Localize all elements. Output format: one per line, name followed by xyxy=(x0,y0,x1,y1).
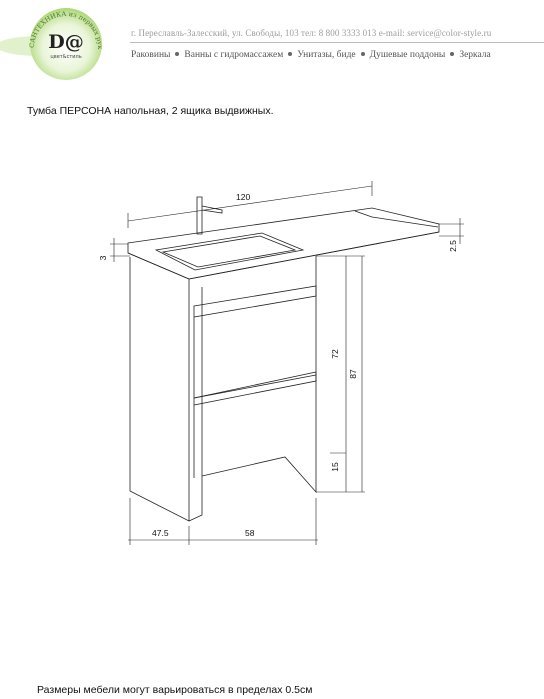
contact-line: г. Переславль-Залесский, ул. Свободы, 103 тел: 8 800 3333 013 e-mail: service@color-style.ru xyxy=(131,28,492,38)
nav-item-sinks[interactable]: Раковины xyxy=(131,50,171,60)
countertop-outline xyxy=(128,208,439,279)
logo-letter: D@ xyxy=(48,31,84,53)
nav-item-toilets-bidets[interactable]: Унитазы, биде xyxy=(297,50,356,60)
size-tolerance-note: Размеры мебели могут варьироваться в пределах 0.5см xyxy=(37,684,313,696)
brand-logo[interactable] xyxy=(0,0,130,84)
cabinet-right-leg xyxy=(202,256,316,492)
nav-item-whirlpool-baths[interactable]: Ванны с гидромассажем xyxy=(184,50,284,60)
logo-tagline: цвет&стиль xyxy=(50,54,82,60)
dim-label-15: 15 xyxy=(330,462,340,472)
nav-item-mirrors[interactable]: Зеркала xyxy=(459,50,491,60)
header-divider xyxy=(130,42,544,43)
nav-separator xyxy=(175,52,179,56)
countertop-groove xyxy=(355,211,438,227)
dim-label-72: 72 xyxy=(330,349,340,359)
drawer-bottom xyxy=(194,372,316,478)
dim-label-width: 120 xyxy=(236,192,251,202)
faucet xyxy=(197,197,222,234)
dim-label-right-thickness: 2.5 xyxy=(448,240,458,252)
logo-arc-text: САНТЕХНИКА из первых рук xyxy=(27,9,105,50)
cabinet-left-side xyxy=(130,257,189,521)
basin-outline xyxy=(156,233,303,270)
basin-inner xyxy=(163,236,295,267)
dim-label-58: 58 xyxy=(245,528,255,538)
dim-label-depth: 47.5 xyxy=(152,528,169,538)
countertop-front-edge xyxy=(128,232,439,283)
dim-label-87: 87 xyxy=(348,369,358,379)
product-caption: Тумба ПЕРСОНА напольная, 2 ящика выдвижных. xyxy=(27,105,274,117)
nav-separator xyxy=(361,52,365,56)
nav-separator xyxy=(288,52,292,56)
drawer-top xyxy=(194,286,316,398)
dim-label-top-thickness: 3 xyxy=(98,255,108,261)
nav-separator xyxy=(450,52,454,56)
nav-item-shower-trays[interactable]: Душевые поддоны xyxy=(369,50,446,60)
cabinet-drawing xyxy=(0,150,544,560)
category-nav xyxy=(131,50,491,60)
dim-line-width xyxy=(128,181,372,228)
dim-line-top-thickness xyxy=(110,238,130,262)
